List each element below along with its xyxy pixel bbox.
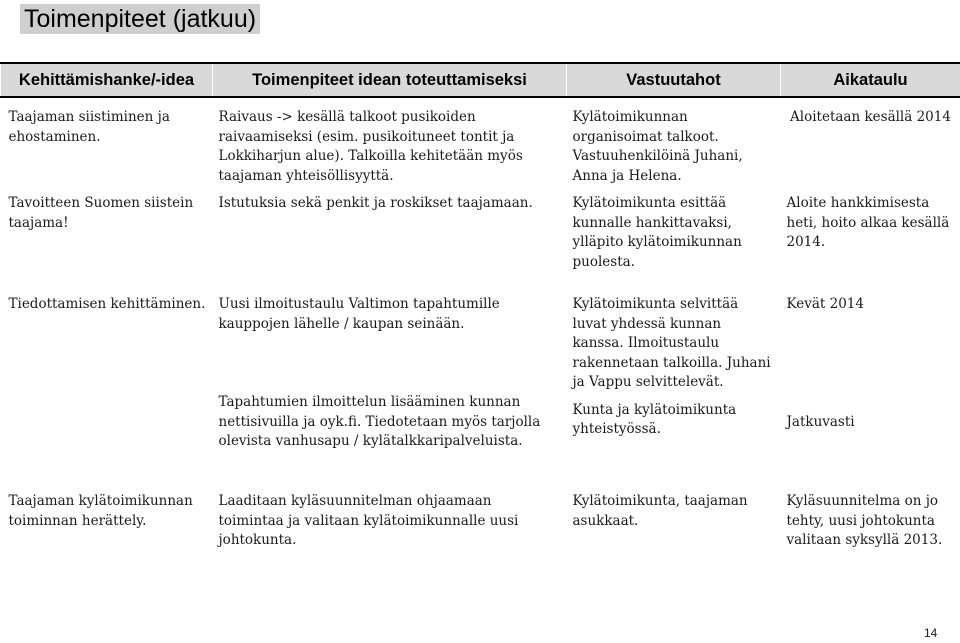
actions-table <box>0 62 960 562</box>
schedule-text: Jatkuvasti <box>786 413 855 430</box>
schedule-cell <box>781 295 960 492</box>
header-row <box>1 63 960 97</box>
actions-text: Raivaus -> kesällä talkoot pusikoiden raivaamiseksi (esim. pusikoituneet tontit ja Lokkiharjun alue). Talkoilla kehitetään myös taajaman yhteisöllisyyttä. <box>218 109 523 184</box>
responsible-cell <box>567 97 781 194</box>
page-title: Toimenpiteet (jatkuu) <box>20 4 260 34</box>
paragraph-gap <box>219 334 561 393</box>
responsible-text: Kylätoimikunnan organisoimat talkoot. Vastuuhenkilöinä Juhani, Anna ja Helena. <box>572 109 743 184</box>
header-schedule: Aikataulu <box>781 63 960 97</box>
actions-text: Uusi ilmoitustaulu Valtimon tapahtumille kauppojen lähelle / kaupan seinään. <box>218 296 500 332</box>
responsible-text: Kylätoimikunta selvittää luvat yhdessä kunnan kanssa. Ilmoitustaulu rakennetaan talkoilla. Juhani ja Vappu selvittelevät. <box>572 296 771 390</box>
table-row <box>1 97 960 194</box>
schedule-text: Aloitetaan kesällä 2014 <box>790 109 951 125</box>
idea-cell: Tavoitteen Suomen siistein taajama! <box>8 195 194 231</box>
actions-cell <box>213 295 567 492</box>
actions-cell <box>213 194 567 295</box>
table-row <box>1 492 960 562</box>
responsible-text: Kylätoimikunta esittää kunnalle hankittavaksi, ylläpito kylätoimikunnan puolesta. <box>572 195 742 270</box>
header-responsible: Vastuutahot <box>567 63 781 97</box>
responsible-cell <box>567 295 781 492</box>
responsible-text: Kunta ja kylätoimikunta yhteistyössä. <box>572 401 737 437</box>
responsible-cell <box>567 194 781 295</box>
idea-cell: Taajaman kylätoimikunnan toiminnan herättely. <box>8 493 193 529</box>
table-row <box>1 194 960 295</box>
schedule-text: Kyläsuunnitelma on jo tehty, uusi johtokunta valitaan syksyllä 2013. <box>786 493 943 548</box>
paragraph-gap <box>787 315 955 413</box>
header-actions: Toimenpiteet idean toteuttamiseksi <box>213 63 567 97</box>
schedule-cell <box>781 194 960 295</box>
schedule-text: Kevät 2014 <box>786 296 864 312</box>
actions-cell <box>213 492 567 562</box>
actions-text: Tapahtumien ilmoittelun lisääminen kunnan nettisivuilla ja oyk.fi. Tiedotetaan myös tarjolla olevista vanhusapu / kylätalkkaripalveluista. <box>218 394 541 449</box>
actions-cell <box>213 97 567 194</box>
idea-cell: Taajaman siistiminen ja ehostaminen. <box>8 109 170 145</box>
header-idea: Kehittämishanke/-idea <box>1 63 213 97</box>
schedule-cell <box>781 97 960 194</box>
idea-cell: Tiedottamisen kehittäminen. <box>8 296 206 312</box>
actions-text: Laaditaan kyläsuunnitelman ohjaamaan toimintaa ja valitaan kylätoimikunnalle uusi johtokunta. <box>218 493 519 548</box>
responsible-text: Kylätoimikunta, taajaman asukkaat. <box>572 493 748 529</box>
actions-text: Istutuksia sekä penkit ja roskikset taajamaan. <box>218 195 533 211</box>
table-row <box>1 295 960 492</box>
schedule-text: Aloite hankkimisesta heti, hoito alkaa kesällä 2014. <box>786 195 950 250</box>
page-number: 14 <box>924 626 938 640</box>
responsible-cell <box>567 492 781 562</box>
schedule-cell <box>781 492 960 562</box>
